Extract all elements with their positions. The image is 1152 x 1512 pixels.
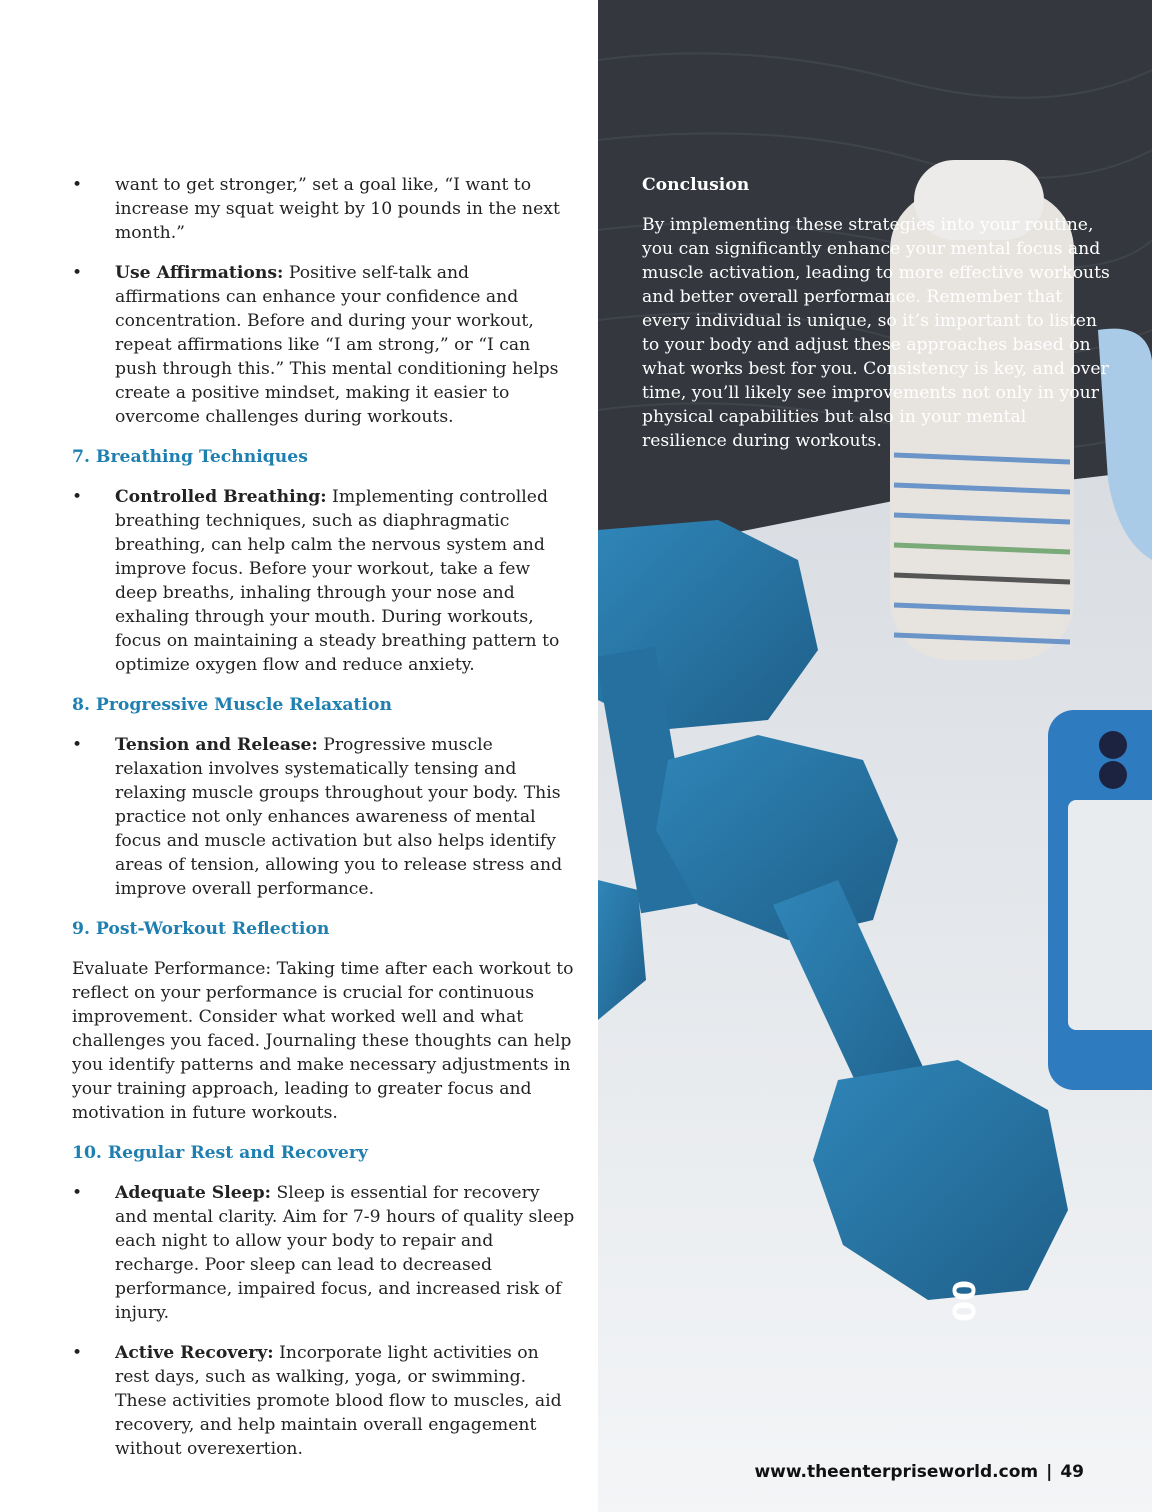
- list-item: [72, 1181, 577, 1325]
- bullet-text: Sleep is essential for recovery and mental clarity. Aim for 7-9 hours of quality sleep each night to allow your body to repair and recharge. Poor sleep can lead to decreased performance, impaired focus, and increased risk of injury.: [115, 1183, 575, 1323]
- bullet: •: [72, 263, 83, 283]
- bullet: •: [72, 735, 83, 755]
- article-left-column: [72, 173, 577, 1477]
- bullet-label: Adequate Sleep:: [115, 1183, 271, 1203]
- page-footer: [754, 1462, 1084, 1482]
- list-item: [72, 485, 577, 677]
- bullet-label: Controlled Breathing:: [115, 487, 327, 507]
- dumbbell-label: 00: [945, 1280, 980, 1322]
- bullet-label: Active Recovery:: [115, 1343, 274, 1363]
- phone: [1048, 710, 1152, 1090]
- paragraph: Evaluate Performance: Taking time after each workout to reflect on your performance is crucial for continuous improvement. Consider what worked well and what challenges you faced. Journaling these thoughts can help you identify patterns and make necessary adjustments in your training approach, leading to greater focus and motivation in future workouts.: [72, 959, 574, 1123]
- page-number: 49: [1060, 1462, 1084, 1482]
- list-item: [72, 733, 577, 901]
- section-heading: 9. Post-Workout Reflection: [72, 919, 330, 939]
- bullet-text: Positive self-talk and affirmations can enhance your confidence and concentration. Before and during your workout, repeat affirmations like “I am strong,” or “I can push through this.” This mental conditioning helps create a positive mindset, making it easier to overcome challenges during workouts.: [115, 263, 559, 427]
- bullet-text: Implementing controlled breathing techniques, such as diaphragmatic breathing, can help calm the nervous system and improve focus. Before your workout, take a few deep breaths, inhaling through your nose and exhaling through your mouth. During workouts, focus on maintaining a steady breathing pattern to optimize oxygen flow and reduce anxiety.: [115, 487, 560, 675]
- section-heading: 7. Breathing Techniques: [72, 447, 308, 467]
- conclusion-body: By implementing these strategies into your routine, you can significantly enhance your mental focus and muscle activation, leading to more effective workouts and better overall performance. Remember that every individual is unique, so it’s important to listen to your body and adjust these approaches based on what works best for you. Consistency is key, and over time, you’ll likely see improvements not only in your physical capabilities but also in your mental resilience during workouts.: [642, 215, 1110, 451]
- conclusion-heading: Conclusion: [642, 175, 750, 195]
- bullet-label: Tension and Release:: [115, 735, 318, 755]
- list-item: [72, 173, 577, 245]
- bullet: •: [72, 175, 83, 195]
- bullet-text: want to get stronger,” set a goal like, “I want to increase my squat weight by 10 pounds in the next month.”: [115, 175, 560, 243]
- bullet: •: [72, 1343, 83, 1363]
- list-item: [72, 1341, 577, 1461]
- list-item: [72, 261, 577, 429]
- bullet-text: Incorporate light activities on rest days, such as walking, yoga, or swimming. These activities promote blood flow to muscles, aid recovery, and help maintain overall engagement without overexertion.: [115, 1343, 562, 1459]
- bullet-label: Use Affirmations:: [115, 263, 284, 283]
- footer-separator: |: [1046, 1462, 1053, 1482]
- footer-url[interactable]: www.theenterpriseworld.com: [754, 1462, 1039, 1482]
- conclusion-block: [642, 173, 1112, 453]
- bullet: •: [72, 1183, 83, 1203]
- bullet-text: Progressive muscle relaxation involves systematically tensing and relaxing muscle groups throughout your body. This practice not only enhances awareness of mental focus and muscle activation but also helps identify areas of tension, allowing you to release stress and improve overall performance.: [115, 735, 563, 899]
- section-heading: 8. Progressive Muscle Relaxation: [72, 695, 392, 715]
- section-heading: 10. Regular Rest and Recovery: [72, 1143, 368, 1163]
- bullet: •: [72, 487, 83, 507]
